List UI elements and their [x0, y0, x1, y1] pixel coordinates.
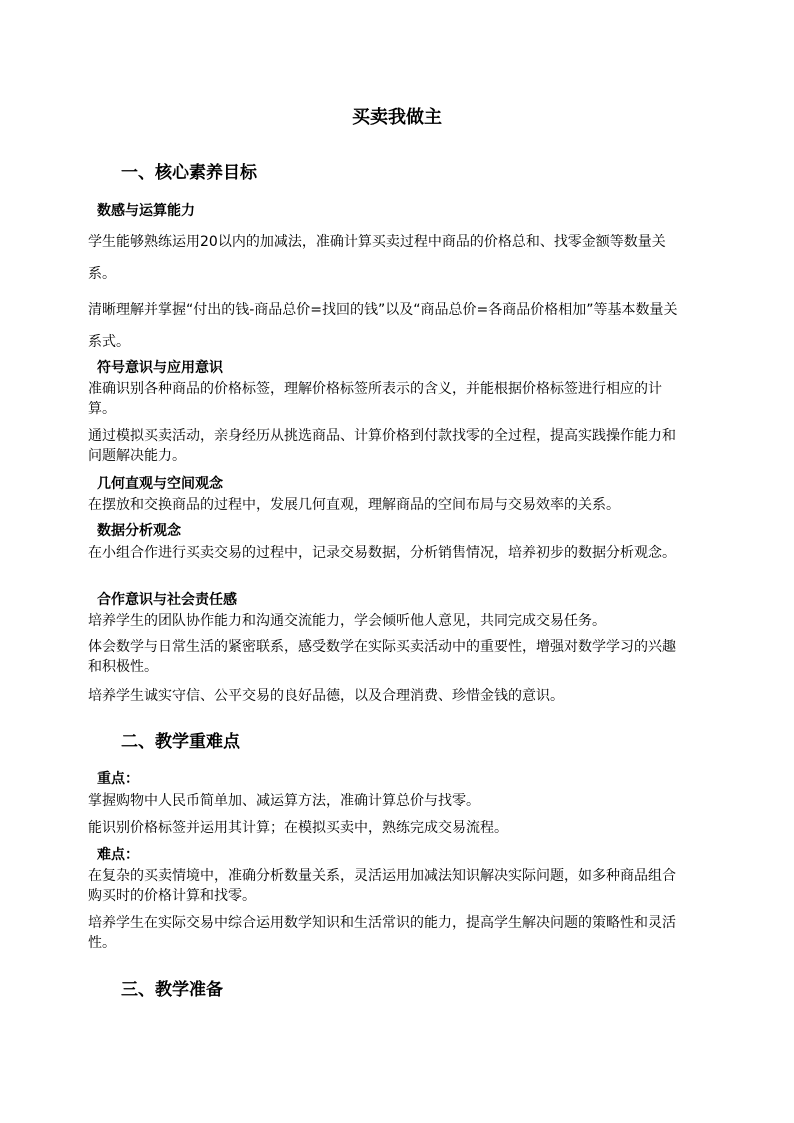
section-heading-key-difficult-points: 二、教学重难点	[121, 732, 240, 752]
paragraph: 准确识别各种商品的价格标签，理解价格标签所表示的含义，并能根据价格标签进行相应的计算。	[88, 381, 662, 417]
paragraph: 培养学生的团队协作能力和沟通交流能力，学会倾听他人意见，共同完成交易任务。	[88, 613, 606, 629]
subheading-geometry: 几何直观与空间观念	[97, 476, 223, 492]
paragraph: 体会数学与日常生活的紧密联系，感受数学在实际买卖活动中的重要性，增强对数学学习的兴趣和积极性。	[88, 639, 676, 675]
paragraph: 掌握购物中人民币简单加、减运算方法，准确计算总价与找零。	[88, 793, 480, 809]
section-heading-core-goals: 一、核心素养目标	[121, 163, 257, 183]
paragraph: 培养学生诚实守信、公平交易的良好品德，以及合理消费、珍惜金钱的意识。	[88, 688, 564, 704]
paragraph: 在复杂的买卖情境中，准确分析数量关系，灵活运用加减法知识解决实际问题，如多种商品组合购买时的价格计算和找零。	[88, 868, 676, 904]
paragraph: 培养学生在实际交易中综合运用数学知识和生活常识的能力，提高学生解决问题的策略性和灵活性。	[88, 915, 676, 951]
subheading-symbol-awareness: 符号意识与应用意识	[97, 360, 223, 376]
document-title: 买卖我做主	[352, 107, 442, 128]
section-heading-preparation: 三、教学准备	[121, 980, 223, 1000]
subheading-number-sense: 数感与运算能力	[97, 203, 195, 219]
subheading-key-points: 重点：	[97, 771, 139, 787]
paragraph: 清晰理解并掌握“付出的钱-商品总价=找回的钱”以及“商品总价=各商品价格相加”等基本数量关系式。	[88, 302, 678, 350]
subheading-difficult-points: 难点：	[97, 847, 139, 863]
subheading-cooperation: 合作意识与社会责任感	[97, 592, 237, 608]
subheading-data-analysis: 数据分析观念	[97, 523, 181, 539]
paragraph: 学生能够熟练运用20以内的加减法，准确计算买卖过程中商品的价格总和、找零金额等数量关系。	[88, 234, 666, 282]
paragraph: 在小组合作进行买卖交易的过程中，记录交易数据，分析销售情况，培养初步的数据分析观念。	[88, 545, 676, 561]
paragraph: 通过模拟买卖活动，亲身经历从挑选商品、计算价格到付款找零的全过程，提高实践操作能力和问题解决能力。	[88, 428, 676, 464]
paragraph: 在摆放和交换商品的过程中，发展几何直观，理解商品的空间布局与交易效率的关系。	[88, 497, 620, 513]
paragraph: 能识别价格标签并运用其计算；在模拟买卖中，熟练完成交易流程。	[88, 820, 508, 836]
